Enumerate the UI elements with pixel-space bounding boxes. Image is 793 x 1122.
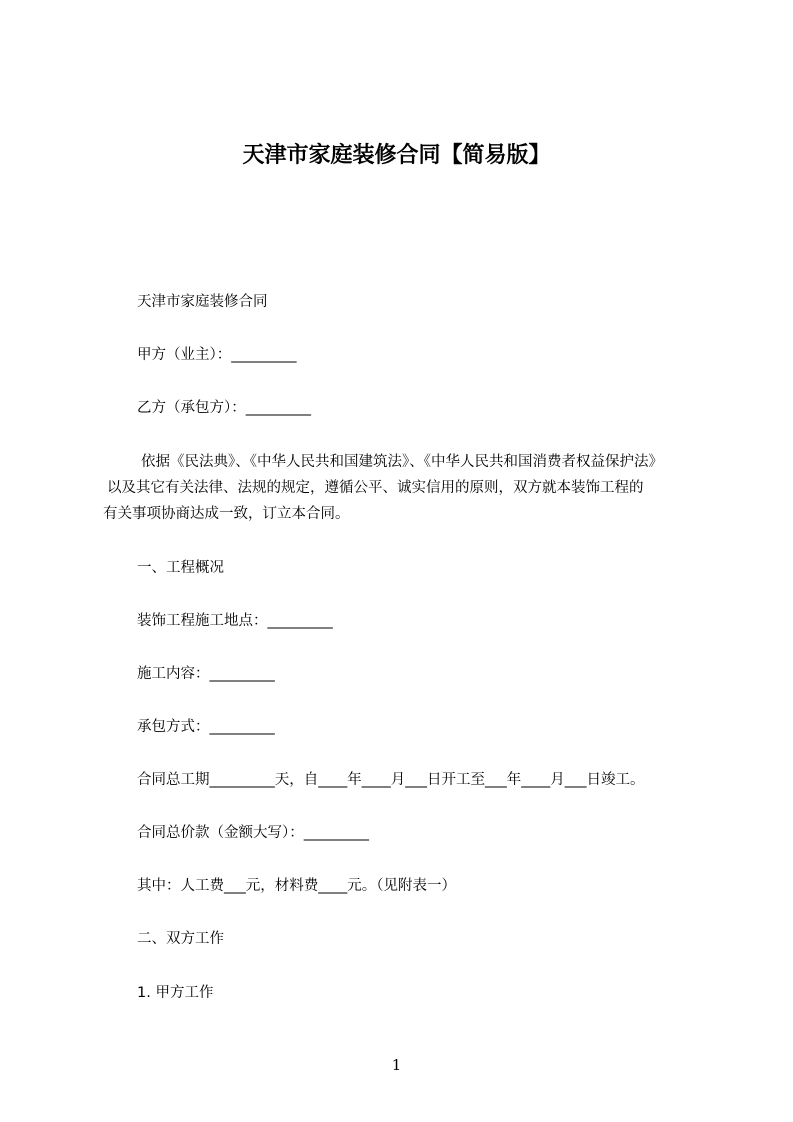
contract-method-line: 承包方式：_________ — [137, 719, 275, 735]
party-b-line: 乙方（承包方）：_________ — [137, 400, 311, 416]
preamble-line: 有关事项协商达成一致，订立本合同。 — [103, 506, 350, 522]
preamble-line: 依据《民法典》、《中华人民共和国建筑法》、《中华人民共和国消费者权益保护法》 — [141, 454, 663, 470]
duration-line: 合同总工期_________天，自____年____月___日开工至___年____月___日竣工。 — [137, 772, 645, 788]
site-location-line: 装饰工程施工地点：_________ — [137, 613, 333, 629]
preamble-line: 以及其它有关法律、法规的规定，遵循公平、诚实信用的原则，双方就本装饰工程的 — [107, 480, 644, 496]
document-title: 天津市家庭装修合同【简易版】 — [242, 143, 551, 168]
preamble-paragraph — [103, 449, 723, 527]
price-breakdown-line: 其中：人工费___元，材料费____元。（见附表一） — [137, 878, 456, 894]
subsection-1-heading: 1. 甲方工作 — [137, 985, 214, 1001]
contract-heading: 天津市家庭装修合同 — [137, 294, 268, 310]
page-number: 1 — [391, 1056, 402, 1074]
total-price-line: 合同总价款（金额大写）：_________ — [137, 825, 369, 841]
section-2-heading: 二、双方工作 — [137, 931, 224, 947]
section-1-heading: 一、工程概况 — [137, 560, 224, 576]
work-content-line: 施工内容：_________ — [137, 666, 275, 682]
party-a-line: 甲方（业主）：_________ — [137, 347, 297, 363]
